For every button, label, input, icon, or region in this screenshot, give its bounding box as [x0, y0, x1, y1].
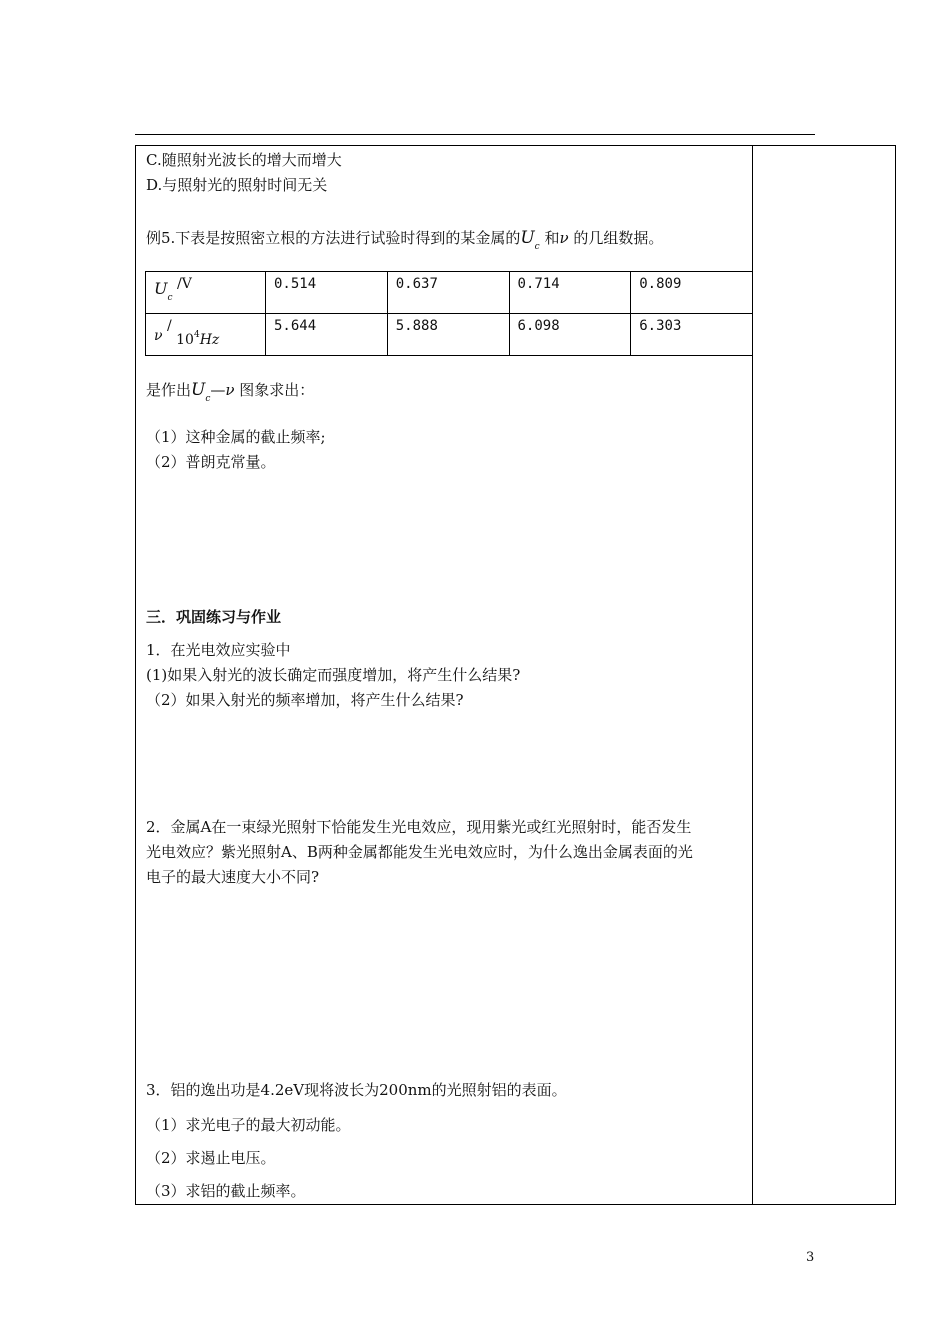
problem-2-line1: 2．金属A在一束绿光照射下恰能发生光电效应，现用紫光或红光照射时，能否发生	[146, 818, 692, 836]
table-cell: 0.809	[631, 272, 753, 314]
page-number: 3	[806, 1250, 815, 1265]
question-1: （1）这种金属的截止频率;	[146, 428, 326, 446]
problem-1b: （2）如果入射光的频率增加，将产生什么结果?	[146, 691, 464, 709]
data-table	[145, 271, 753, 356]
section-title: 三．巩固练习与作业	[146, 608, 282, 626]
table-cell: 5.644	[266, 314, 388, 356]
header-rule	[135, 134, 815, 135]
table-cell: 0.714	[509, 272, 631, 314]
problem-3c: （3）求铝的截止频率。	[146, 1182, 306, 1200]
table-cell: 6.303	[631, 314, 753, 356]
question-2: （2）普朗克常量。	[146, 453, 276, 471]
table-row	[146, 272, 753, 314]
row-header-nu: ν / $10^4Hz$	[146, 314, 266, 356]
table-cell: 0.637	[387, 272, 509, 314]
problem-2-line3: 电子的最大速度大小不同?	[146, 868, 320, 886]
table-cell: 0.514	[266, 272, 388, 314]
graph-instruction: 是作出$U_c—\nu$ 图象求出：	[146, 380, 315, 404]
problem-3b: （2）求遏止电压。	[146, 1149, 276, 1167]
table-row	[146, 314, 753, 356]
problem-3: 3．铝的逸出功是4.2eV现将波长为200nm的光照射铝的表面。	[146, 1081, 567, 1099]
problem-2-line2: 光电效应？紫光照射A、B两种金属都能发生光电效应时，为什么逸出金属表面的光	[146, 843, 693, 861]
row-header-uc: $U_c$ /V	[146, 272, 266, 314]
table-cell: 5.888	[387, 314, 509, 356]
problem-1: 1．在光电效应实验中	[146, 641, 291, 659]
option-d: D.与照射光的照射时间无关	[146, 176, 328, 194]
problem-1a: (1)如果入射光的波长确定而强度增加，将产生什么结果?	[146, 666, 521, 684]
problem-3a: （1）求光电子的最大初动能。	[146, 1116, 351, 1134]
example-5: 例5.下表是按照密立根的方法进行试验时得到的某金属的$U_c$ 和ν 的几组数据。	[146, 228, 664, 252]
option-c: C.随照射光波长的增大而增大	[146, 151, 342, 169]
table-cell: 6.098	[509, 314, 631, 356]
